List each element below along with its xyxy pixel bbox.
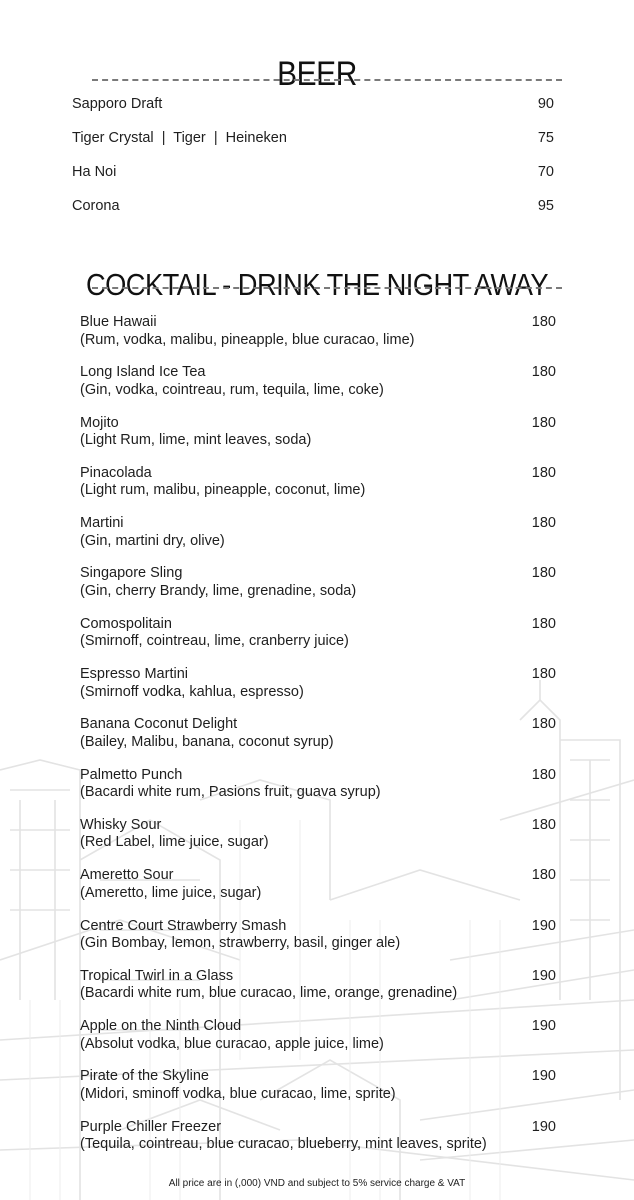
cocktail-item [80, 1068, 556, 1118]
cocktail-item [80, 867, 556, 917]
cocktail-item-ingredients: (Ameretto, lime juice, sugar) [80, 884, 262, 901]
cocktail-item-name: Ameretto Sour [80, 867, 174, 884]
beer-item-price: 95 [537, 198, 554, 214]
cocktail-item-price: 180 [531, 816, 556, 833]
beer-divider [92, 79, 562, 81]
cocktail-item [80, 968, 556, 1018]
cocktail-item-ingredients: (Rum, vodka, malibu, pineapple, blue curacao, lime) [80, 331, 415, 348]
cocktail-item-name: Palmetto Punch [80, 766, 183, 783]
cocktail-item-price: 180 [531, 515, 556, 532]
cocktail-item [80, 1018, 556, 1068]
cocktail-item-price: 180 [531, 464, 556, 481]
cocktail-item-price: 190 [531, 967, 556, 984]
beer-item [72, 94, 554, 128]
cocktail-item-name: Espresso Martini [80, 666, 188, 683]
cocktail-item [80, 666, 556, 716]
cocktail-item-name: Centre Court Strawberry Smash [80, 917, 287, 934]
cocktail-item-name: Long Island Ice Tea [80, 364, 206, 381]
cocktail-list [80, 314, 556, 1169]
cocktail-item-name: Comospolitain [80, 615, 172, 632]
cocktail-item-name: Pinacolada [80, 464, 152, 481]
cocktail-item-name: Purple Chiller Freezer [80, 1118, 222, 1135]
cocktail-item-price: 180 [531, 716, 556, 733]
footer-note: All price are in (,000) VND and subject to 5% service charge & VAT [168, 1178, 466, 1189]
cocktail-item [80, 817, 556, 867]
beer-item-name: Ha Noi [72, 164, 117, 180]
cocktail-item-name: Banana Coconut Delight [80, 716, 238, 733]
cocktail-item-ingredients: (Light Rum, lime, mint leaves, soda) [80, 432, 312, 449]
cocktail-item-price: 180 [531, 414, 556, 431]
cocktail-item-name: Tropical Twirl in a Glass [80, 967, 234, 984]
cocktail-item [80, 415, 556, 465]
beer-list [72, 94, 554, 230]
cocktail-divider [92, 287, 562, 289]
cocktail-item [80, 918, 556, 968]
cocktail-item-name: Singapore Sling [80, 565, 183, 582]
cocktail-item-ingredients: (Bacardi white rum, blue curacao, lime, orange, grenadine) [80, 985, 458, 1002]
cocktail-item-name: Pirate of the Skyline [80, 1068, 209, 1085]
cocktail-item-price: 180 [531, 364, 556, 381]
cocktail-item-ingredients: (Midori, sminoff vodka, blue curacao, lime, sprite) [80, 1085, 396, 1102]
cocktail-item-price: 190 [531, 1018, 556, 1035]
cocktail-item [80, 465, 556, 515]
beer-item-name: Sapporo Draft [72, 96, 163, 112]
cocktail-item-ingredients: (Bacardi white rum, Pasions fruit, guava syrup) [80, 784, 381, 801]
beer-item-name: Tiger Crystal | Tiger | Heineken [72, 130, 287, 146]
cocktail-item-ingredients: (Bailey, Malibu, banana, coconut syrup) [80, 733, 334, 750]
cocktail-item-name: Apple on the Ninth Cloud [80, 1018, 242, 1035]
cocktail-item-name: Martini [80, 515, 124, 532]
cocktail-item-price: 180 [531, 766, 556, 783]
beer-item [72, 162, 554, 196]
cocktail-item-ingredients: (Gin, cherry Brandy, lime, grenadine, soda) [80, 582, 357, 599]
cocktail-item-ingredients: (Smirnoff, cointreau, lime, cranberry juice) [80, 633, 349, 650]
cocktail-item-price: 180 [531, 615, 556, 632]
cocktail-item-price: 180 [531, 867, 556, 884]
cocktail-item [80, 364, 556, 414]
cocktail-item-price: 180 [531, 666, 556, 683]
cocktail-item-ingredients: (Gin Bombay, lemon, strawberry, basil, ginger ale) [80, 935, 401, 952]
cocktail-item [80, 314, 556, 364]
beer-item-price: 90 [537, 96, 554, 112]
cocktail-item-price: 180 [531, 314, 556, 330]
beer-item-price: 70 [537, 164, 554, 180]
cocktail-item-ingredients: (Light rum, malibu, pineapple, coconut, lime) [80, 482, 366, 499]
cocktail-item [80, 515, 556, 565]
cocktail-item-ingredients: (Gin, martini dry, olive) [80, 532, 225, 549]
cocktail-item-price: 190 [531, 1068, 556, 1085]
cocktail-item-price: 190 [531, 1118, 556, 1135]
cocktail-item [80, 616, 556, 666]
cocktail-item-ingredients: (Red Label, lime juice, sugar) [80, 834, 269, 851]
cocktail-item-name: Whisky Sour [80, 816, 162, 833]
beer-section-title: BEER [277, 54, 357, 93]
cocktail-item-name: Mojito [80, 414, 119, 431]
cocktail-item-price: 190 [531, 917, 556, 934]
cocktail-item-name: Blue Hawaii [80, 314, 157, 330]
cocktail-item-price: 180 [531, 565, 556, 582]
beer-item-price: 75 [537, 130, 554, 146]
beer-item [72, 196, 554, 230]
cocktail-section-title: COCKTAIL - DRINK THE NIGHT AWAY [85, 266, 549, 302]
cocktail-item-ingredients: (Absolut vodka, blue curacao, apple juice, lime) [80, 1035, 384, 1052]
cocktail-item [80, 1119, 556, 1169]
cocktail-item-ingredients: (Tequila, cointreau, blue curacao, blueberry, mint leaves, sprite) [80, 1136, 487, 1153]
cocktail-item [80, 716, 556, 766]
cocktail-item [80, 565, 556, 615]
cocktail-item [80, 767, 556, 817]
cocktail-item-ingredients: (Smirnoff vodka, kahlua, espresso) [80, 683, 304, 700]
beer-item-name: Corona [72, 198, 120, 214]
beer-item [72, 128, 554, 162]
cocktail-item-ingredients: (Gin, vodka, cointreau, rum, tequila, lime, coke) [80, 381, 384, 398]
